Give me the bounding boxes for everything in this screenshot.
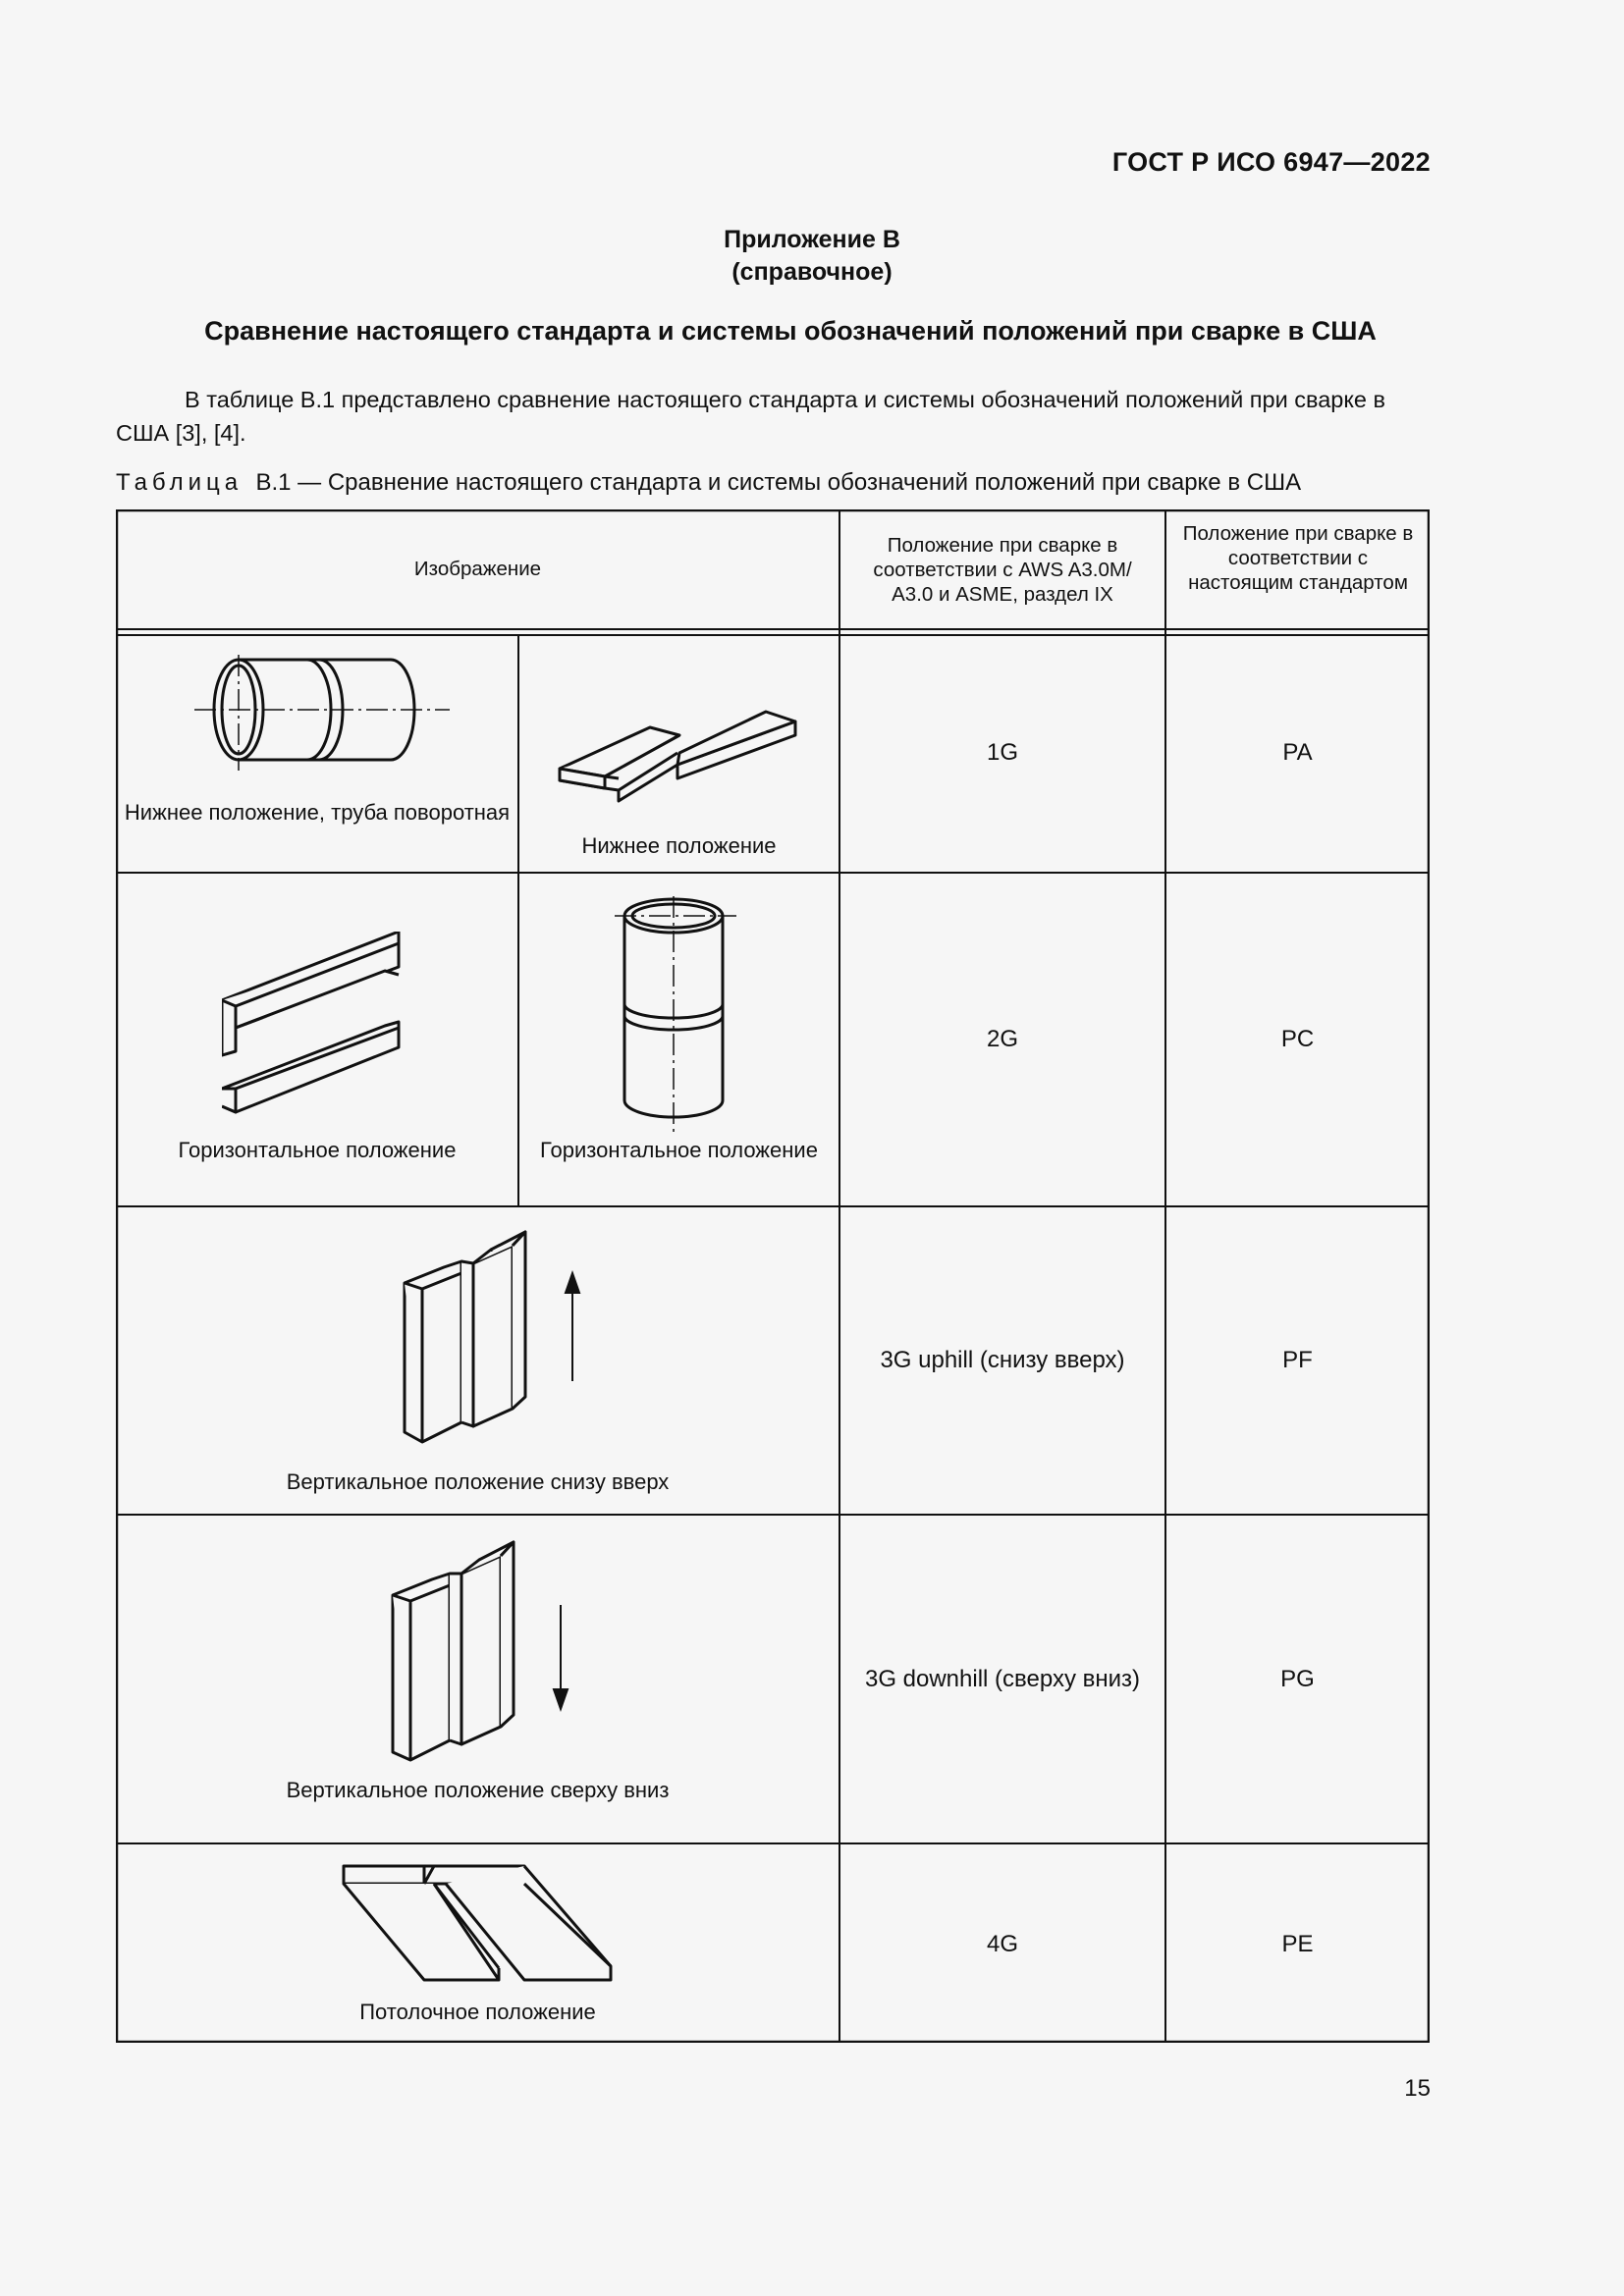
- table-caption-text: В.1 — Сравнение настоящего стандарта и системы обозначений положений при сварке в США: [255, 469, 1302, 496]
- plate-overhead-figure: [342, 1864, 617, 1982]
- row5-iso: PE: [1281, 1931, 1314, 1957]
- row3-iso: PF: [1282, 1347, 1313, 1373]
- pipe-rotated-figure: [194, 655, 450, 773]
- standard-code: ГОСТ Р ИСО 6947—2022: [1111, 147, 1431, 177]
- table-caption: [116, 469, 1301, 497]
- row5-aws: 4G: [986, 1931, 1018, 1957]
- row4-fig-label: Вертикальное положение сверху вниз: [286, 1778, 670, 1802]
- row4-aws: 3G downhill (сверху вниз): [864, 1666, 1141, 1692]
- row3-aws: 3G uphill (снизу вверх): [880, 1347, 1125, 1373]
- row2-fig1-label: Горизонтальное положение: [178, 1138, 457, 1162]
- row1-fig2-label: Нижнее положение: [581, 833, 777, 858]
- plate-vertical-up-figure: [403, 1224, 599, 1452]
- page-number: 15: [1404, 2075, 1431, 2102]
- header-image: Изображение: [413, 558, 542, 580]
- row2-aws: 2G: [986, 1026, 1018, 1052]
- plate-horizontal-figure: [222, 932, 408, 1140]
- row1-aws: 1G: [986, 739, 1018, 766]
- row1-iso: PA: [1282, 739, 1313, 766]
- row2-fig2-label: Горизонтальное положение: [540, 1138, 818, 1162]
- row1-fig1-label: Нижнее положение, труба поворотная: [124, 800, 511, 825]
- comparison-table: [116, 509, 1430, 2043]
- pipe-horizontal-figure: [615, 896, 742, 1132]
- intro-paragraph: В таблице В.1 представлено сравнение настоящего стандарта и системы обозначений положений при сварке в США [3], [4].: [116, 387, 1385, 446]
- row3-fig-label: Вертикальное положение снизу вверх: [286, 1469, 670, 1494]
- row2-iso: PC: [1280, 1026, 1315, 1052]
- appendix-heading: [0, 224, 1624, 289]
- header-aws: Положение при сварке в соответствии с AWS A3.0M/ A3.0 и ASME, раздел IX: [873, 534, 1132, 606]
- section-title: Сравнение настоящего стандарта и системы обозначений положений при сварке в США: [204, 316, 1377, 346]
- plate-flat-figure: [558, 706, 833, 814]
- plate-vertical-down-figure: [391, 1534, 587, 1780]
- table-caption-prefix: Таблица: [116, 469, 244, 496]
- header-iso: Положение при сварке в соответствии с настоящим стандартом: [1182, 522, 1414, 594]
- row5-fig-label: Потолочное положение: [359, 2000, 596, 2024]
- row4-iso: PG: [1280, 1666, 1315, 1692]
- appendix-subtitle: (справочное): [731, 258, 893, 286]
- appendix-title: Приложение В: [724, 226, 900, 253]
